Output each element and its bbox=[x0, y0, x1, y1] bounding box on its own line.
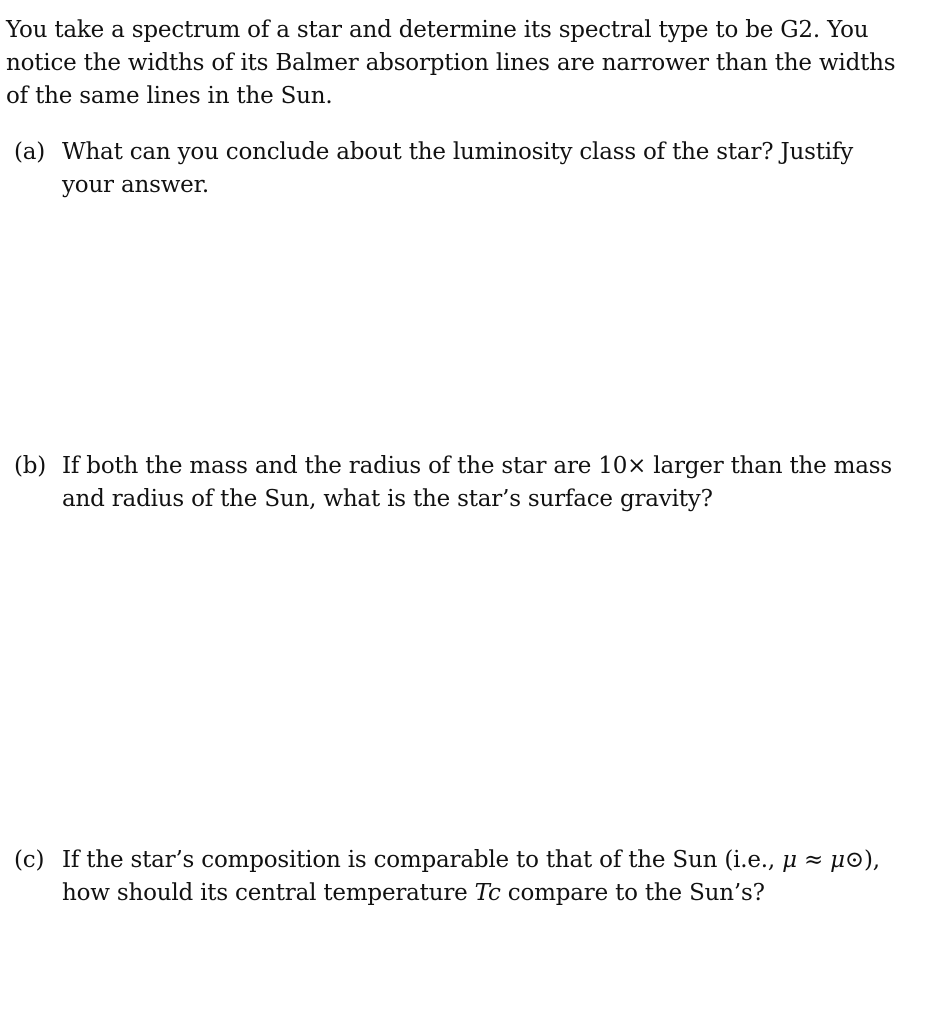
part-b-label: (b) bbox=[14, 453, 47, 479]
part-c-text bbox=[62, 844, 909, 910]
central-temperature-math: Tc bbox=[474, 880, 501, 906]
question-part-a bbox=[14, 136, 909, 202]
composition-math: μ ≈ μ⊙ bbox=[782, 847, 864, 873]
question-part-c bbox=[14, 844, 909, 910]
part-b-text: If both the mass and the radius of the star are 10× larger than the mass and radius of the Sun, what is the star’s surface gravity? bbox=[62, 453, 893, 512]
part-c-text-after: compare to the Sun’s? bbox=[500, 880, 765, 906]
problem-intro: You take a spectrum of a star and determine its spectral type to be G2. You notice the widths of its Balmer absorption lines are narrower than the widths of the same lines in the Sun. bbox=[6, 17, 896, 109]
part-c-text-before: If the star’s composition is comparable to that of the Sun (i.e., bbox=[62, 847, 783, 873]
part-a-label: (a) bbox=[14, 139, 46, 165]
part-c-label: (c) bbox=[14, 847, 45, 873]
question-part-b bbox=[14, 450, 909, 516]
part-c-text-middle: ), how should its central temperature bbox=[62, 847, 880, 906]
part-a-text: What can you conclude about the luminosity class of the star? Justify your answer. bbox=[62, 139, 854, 198]
